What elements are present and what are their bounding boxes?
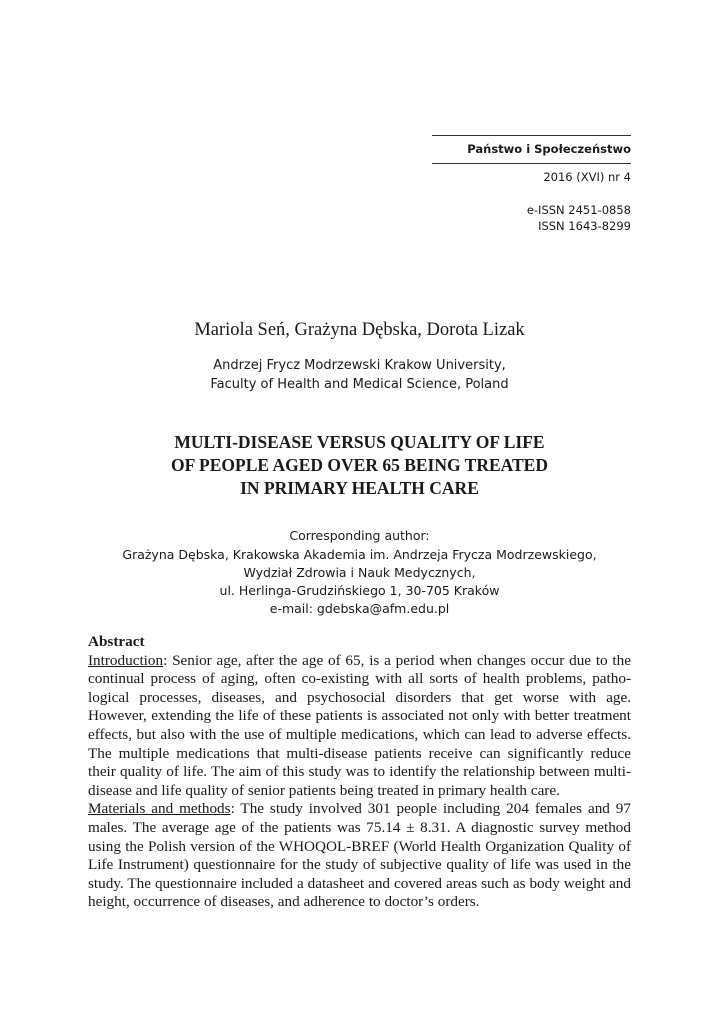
- corresponding-dept: Wydział Zdrowia i Nauk Medycznych,: [243, 565, 476, 580]
- affiliation-line-2: Faculty of Health and Medical Science, Poland: [210, 377, 509, 392]
- title-line-2: OF PEOPLE AGED OVER 65 BEING TREATED: [171, 455, 548, 475]
- authors: Mariola Seń, Grażyna Dębska, Dorota Lizak: [194, 320, 525, 340]
- introduction-label: Introduction: [88, 651, 164, 669]
- header-rule-top: [432, 135, 631, 136]
- affiliation-line-1: Andrzej Frycz Modrzewski Krakow University,: [213, 358, 506, 373]
- title-line-1: MULTI-DISEASE VERSUS QUALITY OF LIFE: [174, 432, 545, 452]
- methods-label: Materials and methods: [88, 800, 231, 818]
- methods-text: : The study involved 301 people including 204 females and 97 males. The average age of the patients was 75.14 ± 8.31. A diagnostic survey method using the Polish version of the WHOQOL-BREF (World Health Organization Quality of Life Instrument) questionnaire for the study of subjective quality of life was used in the study. The questionnaire included a datasheet and covered areas such as body weight and height, occurrence of diseases, and adherence to doctor’s orders.: [88, 800, 631, 911]
- title-line-3: IN PRIMARY HEALTH CARE: [240, 478, 479, 498]
- introduction-text: : Senior age, after the age of 65, is a period when changes occur due to the continual process of aging, often co-existing with all sorts of health problems, pathological processes, diseases, and psychosocial disorders that get worse with age. However, extending the life of these patients is associated not only with better treatment effects, but also with the use of multiple medications, which can lead to adverse effects. The multiple medications that multi-disease patients receive can significantly reduce their quality of life. The aim of this study was to identify the relationship between multi-disease and life quality of senior patients being treated in primary health care.: [88, 651, 631, 799]
- header-rule-bottom: [432, 163, 631, 164]
- corresponding-label: Corresponding author:: [289, 528, 430, 543]
- journal-name: Państwo i Społeczeństwo: [467, 142, 631, 156]
- abstract: [88, 633, 631, 912]
- journal-issn: ISSN 1643-8299: [538, 219, 631, 233]
- corresponding-name: Grażyna Dębska, Krakowska Akademia im. Andrzeja Frycza Modrzewskiego,: [122, 547, 597, 562]
- abstract-methods: [88, 800, 631, 912]
- abstract-introduction: [88, 652, 631, 801]
- corresponding-email: e-mail: gdebska@afm.edu.pl: [269, 601, 450, 616]
- journal-eissn: e-ISSN 2451-0858: [526, 203, 631, 217]
- journal-issue: 2016 (XVI) nr 4: [543, 170, 631, 184]
- corresponding-address: ul. Herlinga-Grudzińskiego 1, 30-705 Kraków: [219, 583, 500, 598]
- abstract-heading: Abstract: [88, 633, 145, 650]
